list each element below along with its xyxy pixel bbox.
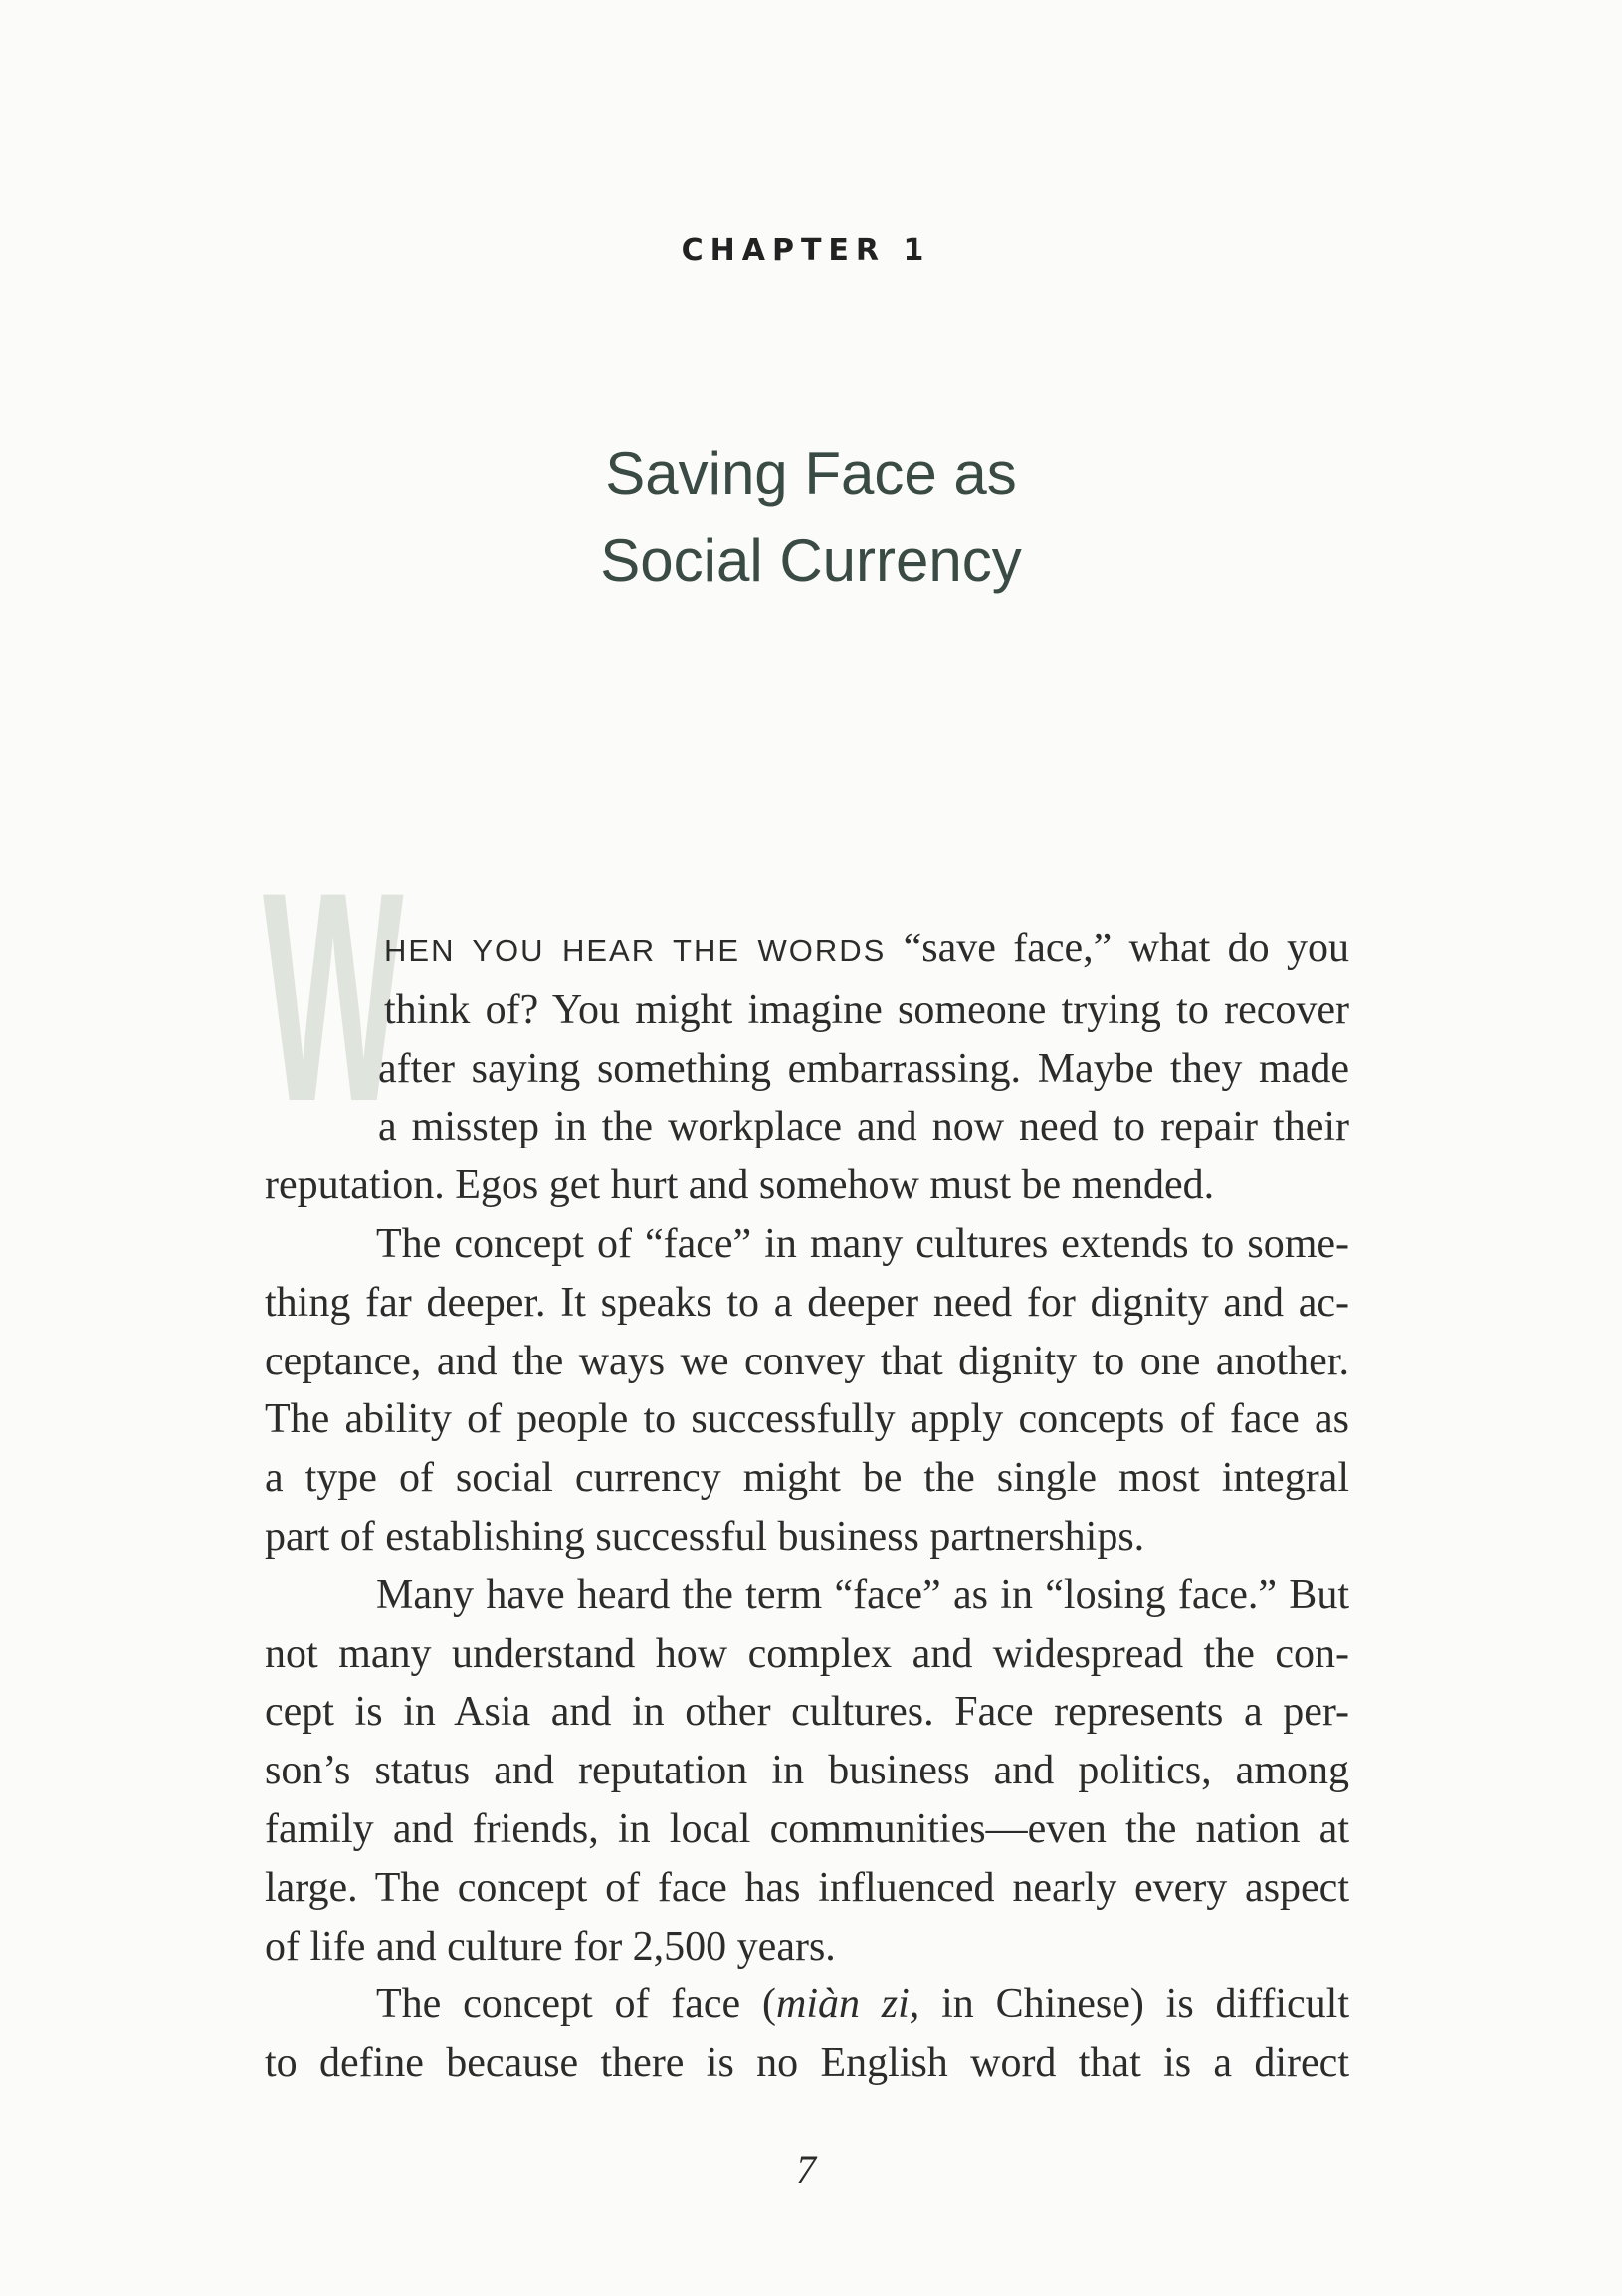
drop-cap: W [263,829,404,1163]
text-line: a type of social currency might be the single most integral [265,1455,1349,1502]
page-number: 7 [796,2147,816,2192]
chinese-term: miàn zi, [775,1982,920,2028]
text-line: a misstep in the workplace and now need to repair their [378,1104,1349,1150]
paragraph-1 [265,920,1349,1215]
chapter-title-line-2: Social Currency [600,527,1022,594]
text-line: after saying something embarrassing. Maybe they made [378,1045,1349,1092]
text-line: think of? You might imagine someone trying to recover [384,986,1349,1033]
text-line: part of establishing successful business partnerships. [265,1513,1145,1560]
paragraph-4 [265,1976,1349,2093]
text-line: cept is in Asia and in other cultures. Face represents a per- [265,1689,1349,1736]
text-line: HEN YOU HEAR THE WORDS “save face,” what do you [384,926,1349,971]
text-line: The ability of people to successfully apply concepts of face as [265,1396,1349,1443]
text-line: reputation. Egos get hurt and somehow must be mended. [265,1162,1215,1209]
small-caps-lead-in: HEN YOU HEAR THE WORDS [384,934,887,968]
text-line: Many have heard the term “face” as in “losing face.” But [376,1571,1349,1618]
text-line: thing far deeper. It speaks to a deeper need for dignity and ac- [265,1279,1349,1326]
text-line: large. The concept of face has influenced nearly every aspect [265,1864,1349,1911]
chapter-title-line-1: Saving Face as [605,440,1017,507]
text-line: not many understand how complex and widespread the con- [265,1630,1349,1677]
text-line: The concept of “face” in many cultures extends to some- [376,1220,1349,1267]
paragraph-2 [265,1215,1349,1566]
text-line: son’s status and reputation in business and politics, among [265,1748,1349,1794]
text-line: ceptance, and the ways we convey that dignity to one another. [265,1338,1349,1384]
chapter-title [0,430,1622,605]
paragraph-3 [265,1566,1349,1977]
text-line: family and friends, in local communities—even the nation at [265,1805,1349,1852]
chapter-label: CHAPTER 1 [681,233,931,268]
text-line: of life and culture for 2,500 years. [265,1923,836,1970]
text-line: The concept of face (miàn zi, in Chinese) is difficult [376,1982,1350,2028]
body-text [265,920,1349,2093]
text-line: to define because there is no English word that is a direct [265,2040,1349,2087]
